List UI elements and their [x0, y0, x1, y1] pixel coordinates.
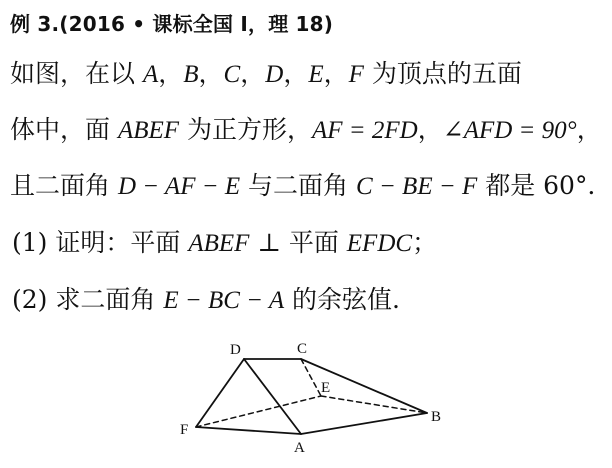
question-2-number: (2) — [12, 285, 48, 314]
edge-cb — [301, 359, 427, 413]
line3-text-1: 且二面角 — [10, 171, 118, 200]
edge-fa — [196, 427, 301, 434]
edge-da — [244, 359, 301, 434]
separator: ， — [323, 59, 349, 88]
dihedral-angle-1: D − AF − E — [117, 173, 241, 200]
separator: ， — [240, 59, 266, 88]
question-1-number: (1) — [12, 228, 48, 257]
separator: ， — [198, 59, 224, 88]
square-face: ABEF — [117, 117, 180, 144]
dihedral-angle-2: C − BE − F — [356, 173, 478, 200]
separator: ， — [283, 59, 309, 88]
problem-line-1 — [10, 61, 522, 87]
line1-suffix: 为顶点的五面 — [363, 59, 522, 88]
vertex-a: A — [142, 61, 159, 88]
line1-prefix: 如图，在以 — [10, 59, 143, 88]
question-1-text-2: ⊥ 平面 — [249, 228, 347, 257]
edge-df — [196, 359, 244, 427]
question-2 — [12, 287, 400, 313]
label-c: C — [297, 341, 308, 357]
vertex-d: D — [265, 61, 284, 88]
label-f: F — [180, 422, 189, 438]
plane-efdc: EFDC — [346, 230, 413, 257]
line3-text-4: ． — [587, 171, 612, 200]
vertex-e: E — [308, 61, 324, 88]
line3-text-2: 与二面角 — [240, 171, 357, 200]
polyhedron-diagram — [0, 330, 600, 468]
hidden-edge-eb — [321, 396, 427, 413]
edge-ab — [301, 413, 427, 434]
line2-text-3: ， — [417, 115, 443, 144]
angle-value: 60° — [543, 171, 588, 200]
hidden-edge-ce — [301, 359, 321, 396]
vertex-b: B — [183, 61, 199, 88]
line3-text-3: 都是 — [477, 171, 544, 200]
label-e: E — [321, 380, 331, 396]
label-a: A — [294, 440, 305, 456]
vertex-c: C — [223, 61, 241, 88]
question-1-text-3: ； — [412, 228, 438, 257]
vertex-f: F — [348, 61, 364, 88]
question-2-text-2: 的余弦值. — [284, 285, 401, 314]
line2-text-2: 为正方形， — [179, 115, 312, 144]
example-header: 例 3.(2016 • 课标全国 I，理 18) — [10, 12, 334, 36]
line2-text-1: 体中，面 — [10, 115, 118, 144]
dihedral-angle-ebca: E − BC − A — [163, 287, 285, 314]
label-d: D — [230, 342, 241, 358]
label-b: B — [431, 409, 442, 425]
problem-line-3 — [10, 173, 612, 199]
problem-line-2 — [10, 117, 602, 143]
angle-relation: ∠AFD = 90° — [442, 117, 577, 144]
line2-text-4: ， — [576, 115, 602, 144]
length-relation: AF = 2FD — [312, 117, 418, 144]
question-1-text-1: 证明：平面 — [47, 228, 189, 257]
separator: ， — [158, 59, 184, 88]
question-1 — [12, 230, 437, 256]
plane-abef: ABEF — [188, 230, 250, 257]
question-2-text-1: 求二面角 — [47, 285, 164, 314]
